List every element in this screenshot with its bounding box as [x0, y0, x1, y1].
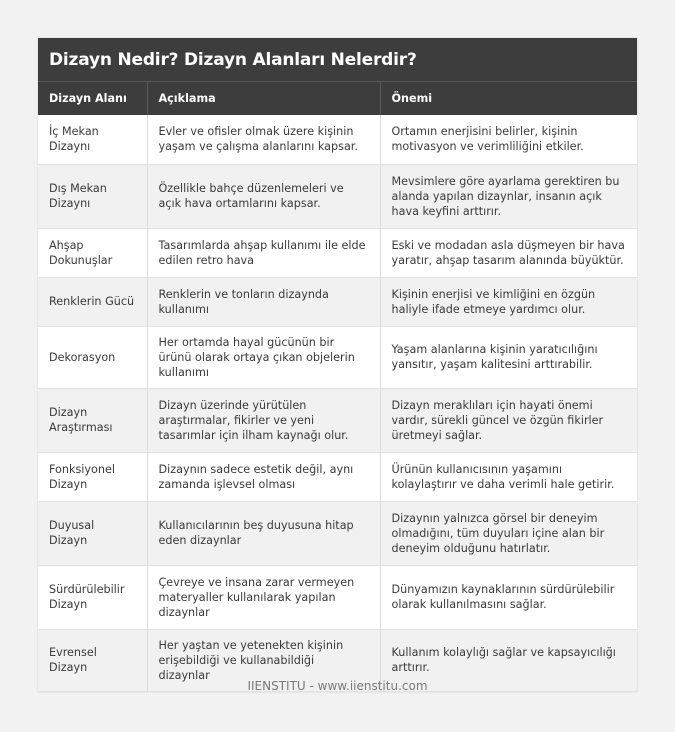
page-title: Dizayn Nedir? Dizayn Alanları Nelerdir? [38, 38, 637, 81]
cell-description: Her yaştan ve yetenekten kişinin erişebildiği ve kullanabildiği dizaynlar [147, 629, 380, 691]
cell-description: Dizayn üzerinde yürütülen araştırmalar, fikirler ve yeni tasarımlar için ilham kaynağı olur. [147, 388, 380, 452]
table-row [38, 565, 637, 629]
cell-design-area: Fonksiyonel Dizayn [38, 452, 147, 501]
cell-importance: Dizayn meraklıları için hayati önemi vardır, sürekli güncel ve özgün fikirler üretmeyi sağlar. [380, 388, 637, 452]
table-row [38, 326, 637, 388]
cell-description: Özellikle bahçe düzenlemeleri ve açık hava ortamlarını kapsar. [147, 164, 380, 228]
cell-design-area: Renklerin Gücü [38, 277, 147, 326]
table-header-row [38, 82, 637, 116]
table-row [38, 115, 637, 164]
table-row [38, 164, 637, 228]
cell-importance: Mevsimlere göre ayarlama gerektiren bu alanda yapılan dizaynlar, insanın açık hava keyfini arttırır. [380, 164, 637, 228]
table-card [38, 38, 637, 692]
table-body [38, 115, 637, 691]
cell-design-area: Dış Mekan Dizaynı [38, 164, 147, 228]
table-row [38, 228, 637, 277]
cell-importance: Kullanım kolaylığı sağlar ve kapsayıcılığı arttırır. [380, 629, 637, 691]
column-header-design-area: Dizayn Alanı [38, 82, 147, 116]
cell-design-area: Dizayn Araştırması [38, 388, 147, 452]
table-row [38, 501, 637, 565]
cell-description: Çevreye ve insana zarar vermeyen materyaller kullanılarak yapılan dizaynlar [147, 565, 380, 629]
cell-importance: Ortamın enerjisini belirler, kişinin motivasyon ve verimliliğini etkiler. [380, 115, 637, 164]
footer-credit: IIENSTITU - www.iienstitu.com [247, 679, 428, 693]
table-row [38, 277, 637, 326]
cell-description: Her ortamda hayal gücünün bir ürünü olarak ortaya çıkan objelerin kullanımı [147, 326, 380, 388]
cell-design-area: Sürdürülebilir Dizayn [38, 565, 147, 629]
cell-description: Evler ve ofisler olmak üzere kişinin yaşam ve çalışma alanlarını kapsar. [147, 115, 380, 164]
cell-design-area: Dekorasyon [38, 326, 147, 388]
cell-importance: Dünyamızın kaynaklarının sürdürülebilir olarak kullanılmasını sağlar. [380, 565, 637, 629]
cell-description: Kullanıcılarının beş duyusuna hitap eden dizaynlar [147, 501, 380, 565]
design-areas-table [38, 81, 637, 692]
cell-description: Renklerin ve tonların dizaynda kullanımı [147, 277, 380, 326]
cell-importance: Kişinin enerjisi ve kimliğini en özgün haliyle ifade etmeye yardımcı olur. [380, 277, 637, 326]
cell-importance: Dizaynın yalnızca görsel bir deneyim olmadığını, tüm duyuları içine alan bir deneyim olduğunu hatırlatır. [380, 501, 637, 565]
cell-design-area: Ahşap Dokunuşlar [38, 228, 147, 277]
table-row [38, 388, 637, 452]
table-row [38, 452, 637, 501]
cell-design-area: Evrensel Dizayn [38, 629, 147, 691]
cell-description: Tasarımlarda ahşap kullanımı ile elde edilen retro hava [147, 228, 380, 277]
cell-importance: Yaşam alanlarına kişinin yaratıcılığını yansıtır, yaşam kalitesini arttırabilir. [380, 326, 637, 388]
column-header-description: Açıklama [147, 82, 380, 116]
column-header-importance: Önemi [380, 82, 637, 116]
cell-design-area: Duyusal Dizayn [38, 501, 147, 565]
cell-description: Dizaynın sadece estetik değil, aynı zamanda işlevsel olması [147, 452, 380, 501]
cell-design-area: İç Mekan Dizaynı [38, 115, 147, 164]
cell-importance: Ürünün kullanıcısının yaşamını kolaylaştırır ve daha verimli hale getirir. [380, 452, 637, 501]
cell-importance: Eski ve modadan asla düşmeyen bir hava yaratır, ahşap tasarım alanında büyüktür. [380, 228, 637, 277]
